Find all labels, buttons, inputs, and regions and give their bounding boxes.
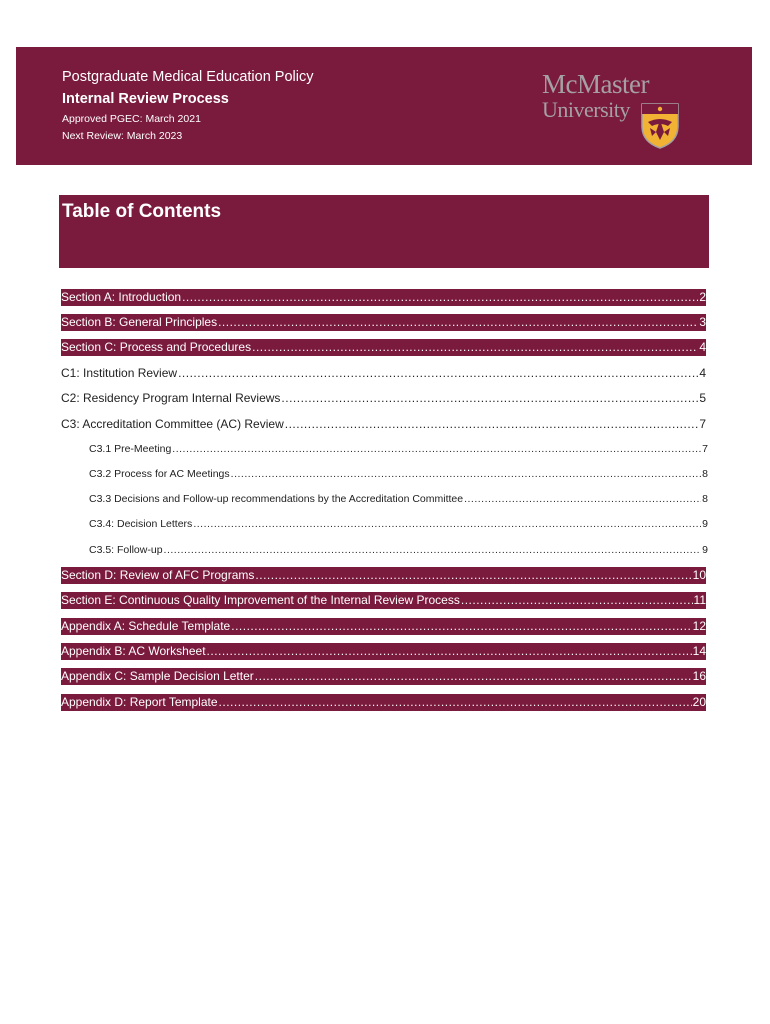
toc-leader [255, 668, 692, 685]
toc-entry-label: Appendix A: Schedule Template [61, 619, 231, 633]
toc-entry-label: Section A: Introduction [61, 290, 182, 304]
toc-entry-label: C3.4: Decision Letters [89, 518, 193, 530]
toc-entry-c2[interactable] [61, 390, 706, 407]
document-header [16, 47, 752, 165]
toc-entry-appendix-b[interactable] [61, 643, 706, 660]
toc-entry-page: 16 [692, 669, 706, 683]
toc-entry-label: C3.2 Process for AC Meetings [89, 468, 230, 480]
toc-entry-label: Section C: Process and Procedures [61, 340, 252, 354]
toc-entry-section-c[interactable] [61, 339, 706, 356]
next-review-date: Next Review: March 2023 [62, 130, 183, 142]
toc-leader [207, 643, 692, 660]
toc-entry-page: 3 [699, 315, 706, 329]
logo-line1: McMaster [542, 69, 649, 99]
toc-entry-section-b[interactable] [61, 314, 706, 331]
toc-leader [461, 592, 693, 609]
toc-leader [172, 441, 701, 458]
toc-leader [218, 314, 698, 331]
toc-entry-page: 7 [699, 417, 706, 431]
toc-entry-c3-2[interactable] [89, 466, 708, 483]
toc-entry-label: Appendix B: AC Worksheet [61, 644, 206, 658]
toc-entry-label: Appendix D: Report Template [61, 695, 218, 709]
toc-entry-page: 9 [702, 544, 708, 556]
toc-entry-page: 4 [699, 340, 706, 354]
mcmaster-logo [542, 71, 712, 153]
toc-entry-page: 8 [702, 493, 708, 505]
toc-leader [255, 567, 691, 584]
toc-entry-section-e[interactable] [61, 592, 706, 609]
approved-date: Approved PGEC: March 2021 [62, 113, 201, 125]
toc-entry-appendix-d[interactable] [61, 694, 706, 711]
toc-entry-label: Section B: General Principles [61, 315, 218, 329]
toc-banner [59, 195, 709, 268]
toc-entry-page: 11 [693, 593, 706, 607]
toc-entry-appendix-a[interactable] [61, 618, 706, 635]
document-title: Internal Review Process [62, 91, 229, 107]
toc-title: Table of Contents [62, 201, 222, 222]
toc-leader [219, 694, 692, 711]
toc-entry-label: Section E: Continuous Quality Improvement of the Internal Review Process [61, 593, 460, 607]
toc-entry-label: C3.1 Pre-Meeting [89, 443, 172, 455]
toc-entry-page: 8 [702, 468, 708, 480]
toc-entry-page: 12 [692, 619, 706, 633]
toc-entry-page: 4 [699, 366, 706, 380]
toc-entry-label: C2: Residency Program Internal Reviews [61, 391, 281, 405]
toc-leader [178, 365, 698, 382]
toc-leader [464, 491, 701, 508]
toc-entry-section-d[interactable] [61, 567, 706, 584]
toc-entry-page: 10 [692, 568, 706, 582]
toc-entry-c3-5[interactable] [89, 542, 708, 559]
toc-entry-c1[interactable] [61, 365, 706, 382]
toc-leader [252, 339, 698, 356]
toc-entry-page: 7 [702, 443, 708, 455]
toc-entry-page: 2 [699, 290, 706, 304]
toc-leader [231, 466, 702, 483]
toc-entry-c3-1[interactable] [89, 441, 708, 458]
toc-entry-label: Section D: Review of AFC Programs [61, 568, 255, 582]
toc-leader [193, 516, 701, 533]
toc-leader [231, 618, 691, 635]
toc-entry-label: Appendix C: Sample Decision Letter [61, 669, 254, 683]
toc-entry-label: C1: Institution Review [61, 366, 178, 380]
toc-entry-c3-4[interactable] [89, 516, 708, 533]
toc-entry-page: 14 [692, 644, 706, 658]
toc-entry-c3-3[interactable] [89, 491, 708, 508]
toc-entry-label: C3.3 Decisions and Follow-up recommendations by the Accreditation Committee [89, 493, 464, 505]
toc-leader [164, 542, 702, 559]
toc-entry-c3[interactable] [61, 416, 706, 433]
toc-leader [182, 289, 698, 306]
policy-name: Postgraduate Medical Education Policy [62, 69, 314, 85]
toc-leader [281, 390, 698, 407]
toc-entry-label: C3: Accreditation Committee (AC) Review [61, 417, 284, 431]
toc-entry-label: C3.5: Follow-up [89, 544, 163, 556]
toc-entry-appendix-c[interactable] [61, 668, 706, 685]
toc-leader [285, 416, 699, 433]
toc-entry-page: 5 [699, 391, 706, 405]
toc-entry-page: 20 [692, 695, 706, 709]
logo-line2: University [542, 97, 630, 122]
toc-entry-section-a[interactable] [61, 289, 706, 306]
crest-icon [640, 102, 680, 150]
toc-entry-page: 9 [702, 518, 708, 530]
